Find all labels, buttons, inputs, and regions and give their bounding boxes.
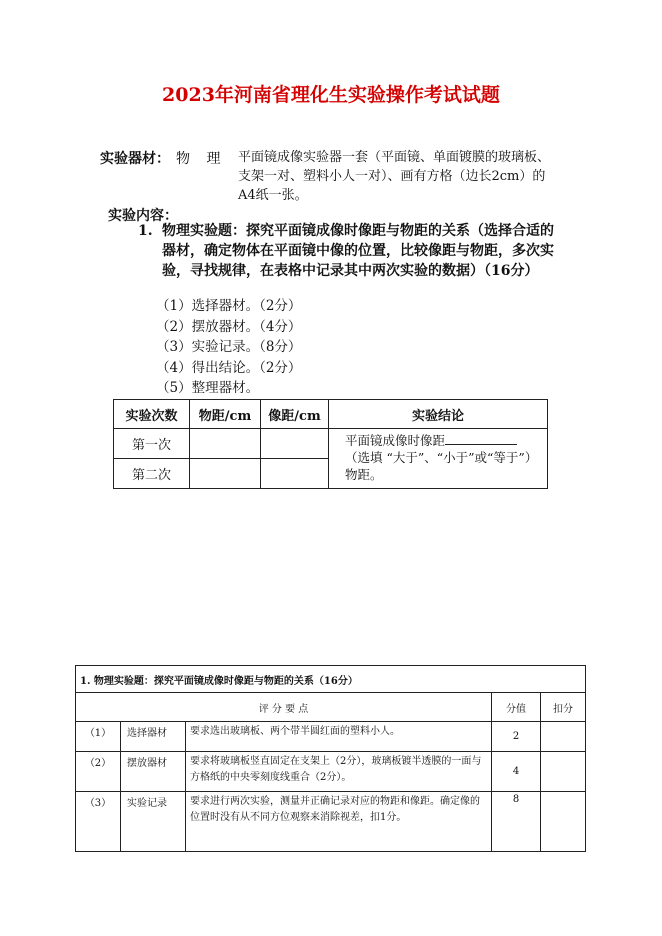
row-deduct-cell[interactable]	[541, 752, 586, 792]
task-question	[138, 221, 558, 281]
trial-label: 第二次	[114, 459, 190, 489]
record-header-row	[114, 400, 548, 429]
scoring-header-row	[76, 693, 586, 722]
row-deduct-cell[interactable]	[541, 722, 586, 752]
page-title: 2023年河南省理化生实验操作考试试题	[162, 84, 500, 106]
row-description: 要求选出玻璃板、两个带半圆红面的塑料小人。	[186, 722, 492, 752]
conclusion-suffix: （选填 “大于”、“小于”或“等于”）物距。	[345, 450, 538, 482]
header-object-distance: 物距/cm	[190, 400, 261, 429]
step-item: （1）选择器材。（2分）	[156, 298, 302, 314]
row-number: （1）	[76, 722, 121, 752]
header-deduct: 扣分	[541, 693, 586, 722]
conclusion-cell	[329, 429, 548, 489]
header-image-distance: 像距/cm	[261, 400, 329, 429]
row-points: 8	[492, 792, 541, 852]
row-description: 要求进行两次实验，测量并正确记录对应的物距和像距。确定像的位置时没有从不同方位观察来消除视差，扣1分。	[186, 792, 492, 852]
scoring-row	[76, 752, 586, 792]
step-item: （4）得出结论。（2分）	[156, 359, 302, 376]
header-conclusion: 实验结论	[329, 400, 548, 429]
equipment-label: 实验器材：	[100, 151, 170, 167]
trial-label: 第一次	[114, 429, 190, 459]
header-points: 分值	[492, 693, 541, 722]
row-number: （3）	[76, 792, 121, 852]
scoring-row	[76, 792, 586, 852]
row-item: 摆放器材	[121, 752, 186, 792]
header-trial: 实验次数	[114, 400, 190, 429]
scoring-title-row	[76, 666, 586, 693]
scoring-table	[75, 665, 586, 852]
step-list	[156, 296, 301, 399]
equipment-text: 平面镜成像实验器一套（平面镜、单面镀膜的玻璃板、支架一对、塑料小人一对）、画有方格（边长2cm）的A4纸一张。	[238, 150, 551, 203]
row-points: 2	[492, 722, 541, 752]
equipment-subject: 物 理	[176, 151, 221, 167]
object-distance-cell[interactable]	[190, 459, 261, 489]
image-distance-cell[interactable]	[261, 459, 329, 489]
task-number: 1.	[138, 223, 153, 239]
record-table	[113, 399, 548, 489]
step-item: （3）实验记录。（8分）	[156, 339, 302, 355]
row-points: 4	[492, 752, 541, 792]
step-item: （2）摆放器材。（4分）	[156, 318, 302, 335]
row-item: 实验记录	[121, 792, 186, 852]
row-item: 选择器材	[121, 722, 186, 752]
image-distance-cell[interactable]	[261, 429, 329, 459]
scoring-title: 1. 物理实验题：探究平面镜成像时像距与物距的关系（16分）	[76, 666, 586, 693]
row-number: （2）	[76, 752, 121, 792]
conclusion-blank[interactable]	[445, 431, 517, 445]
header-criteria: 评 分 要 点	[76, 693, 492, 722]
row-description: 要求将玻璃板竖直固定在支架上（2分），玻璃板镀半透膜的一面与方格纸的中央零刻度线重合（2分）。	[186, 752, 492, 792]
content-label: 实验内容：	[108, 208, 178, 224]
step-item: （5）整理器材。	[156, 380, 260, 396]
task-text: 物理实验题：探究平面镜成像时像距与物距的关系（选择合适的器材，确定物体在平面镜中像的位置，比较像距与物距，多次实验，寻找规律，在表格中记录其中两次实验的数据）（16分）	[162, 223, 554, 279]
record-row	[114, 429, 548, 459]
object-distance-cell[interactable]	[190, 429, 261, 459]
conclusion-prefix: 平面镜成像时像距	[345, 433, 446, 448]
scoring-row	[76, 722, 586, 752]
row-deduct-cell[interactable]	[541, 792, 586, 852]
